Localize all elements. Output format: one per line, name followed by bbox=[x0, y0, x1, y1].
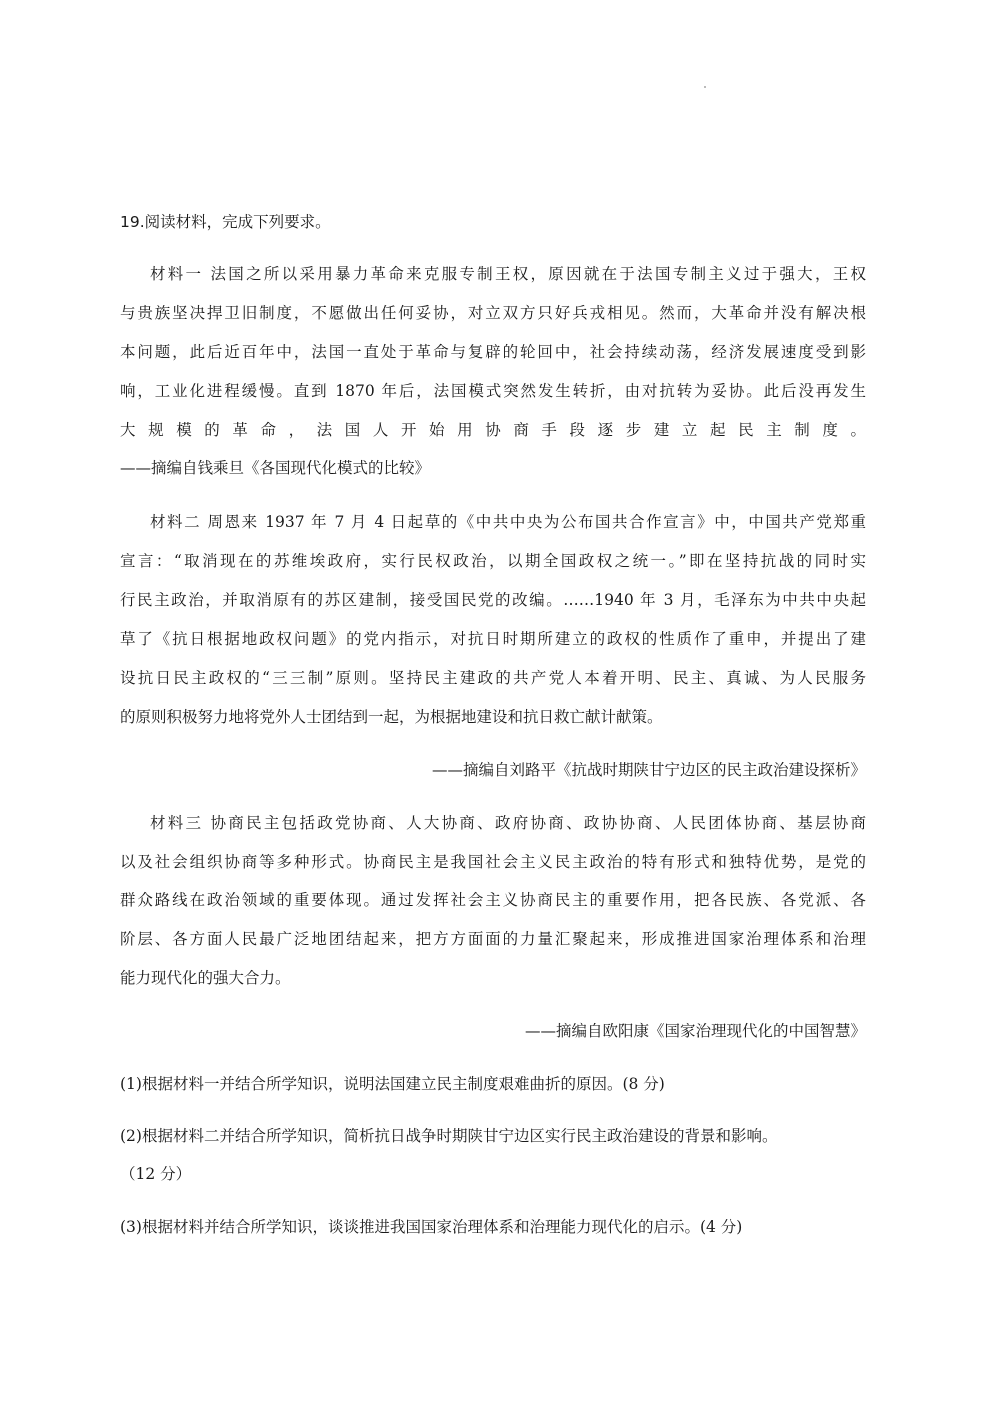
material3-line: 阶层、各方面人民最广泛地团结起来，把方方面面的力量汇聚起来，形成推进国家治理体系和治理 bbox=[120, 930, 866, 948]
task-1: (1)根据材料一并结合所学知识，说明法国建立民主制度艰难曲折的原因。(8 分) bbox=[120, 1075, 665, 1093]
material3-line: 材料三 协商民主包括政党协商、人大协商、政府协商、政协协商、人民团体协商、基层协商 bbox=[150, 814, 866, 832]
material3-line: 以及社会组织协商等多种形式。协商民主是我国社会主义民主政治的特有形式和独特优势，是党的 bbox=[120, 853, 866, 871]
material2-line: 行民主政治，并取消原有的苏区建制，接受国民党的改编。……1940 年 3 月，毛泽东为中共中央起 bbox=[120, 591, 866, 609]
material2-line: 的原则积极努力地将党外人士团结到一起，为根据地建设和抗日救亡献计献策。 bbox=[120, 708, 663, 726]
task-2-points: （12 分） bbox=[120, 1165, 192, 1183]
scan-speck bbox=[704, 86, 706, 88]
material3-line: 能力现代化的强大合力。 bbox=[120, 969, 291, 987]
material2-line: 宣言：“取消现在的苏维埃政府，实行民权政治，以期全国政权之统一。”即在坚持抗战的同时实 bbox=[120, 552, 866, 570]
material2-line: 材料二 周恩来 1937 年 7 月 4 日起草的《中共中央为公布国共合作宣言》中，中国共产党郑重 bbox=[150, 513, 866, 531]
material1-line: 材料一 法国之所以采用暴力革命来克服专制王权，原因就在于法国专制主义过于强大，王权 bbox=[150, 265, 866, 283]
material2-line: 草了《抗日根据地政权问题》的党内指示，对抗日时期所建立的政权的性质作了重申，并提出了建 bbox=[120, 630, 866, 648]
material1-line: 大规模的革命，法国人开始用协商手段逐步建立起民主制度。 bbox=[120, 421, 866, 439]
material1-line: 本问题，此后近百年中，法国一直处于革命与复辟的轮回中，社会持续动荡，经济发展速度受到影 bbox=[120, 343, 866, 361]
material2-line: 设抗日民主政权的“三三制”原则。坚持民主建政的共产党人本着开明、民主、真诚、为人民服务 bbox=[120, 669, 866, 687]
material1-line: 与贵族坚决捍卫旧制度，不愿做出任何妥协，对立双方只好兵戎相见。然而，大革命并没有解决根 bbox=[120, 304, 866, 322]
task-3: (3)根据材料并结合所学知识，谈谈推进我国国家治理体系和治理能力现代化的启示。(4 分) bbox=[120, 1218, 743, 1236]
task-2: (2)根据材料二并结合所学知识，简析抗日战争时期陕甘宁边区实行民主政治建设的背景和影响。 bbox=[120, 1127, 778, 1145]
material2-source: ——摘编自刘路平《抗战时期陕甘宁边区的民主政治建设探析》 bbox=[431, 761, 866, 779]
material1-line: 响，工业化进程缓慢。直到 1870 年后，法国模式突然发生转折，由对抗转为妥协。此后没再发生 bbox=[120, 382, 866, 400]
material1-source: ——摘编自钱乘旦《各国现代化模式的比较》 bbox=[120, 459, 431, 477]
material3-source: ——摘编自欧阳康《国家治理现代化的中国智慧》 bbox=[524, 1022, 866, 1040]
question-title: 19.阅读材料，完成下列要求。 bbox=[120, 213, 331, 231]
material3-line: 群众路线在政治领域的重要体现。通过发挥社会主义协商民主的重要作用，把各民族、各党派、各 bbox=[120, 891, 866, 909]
